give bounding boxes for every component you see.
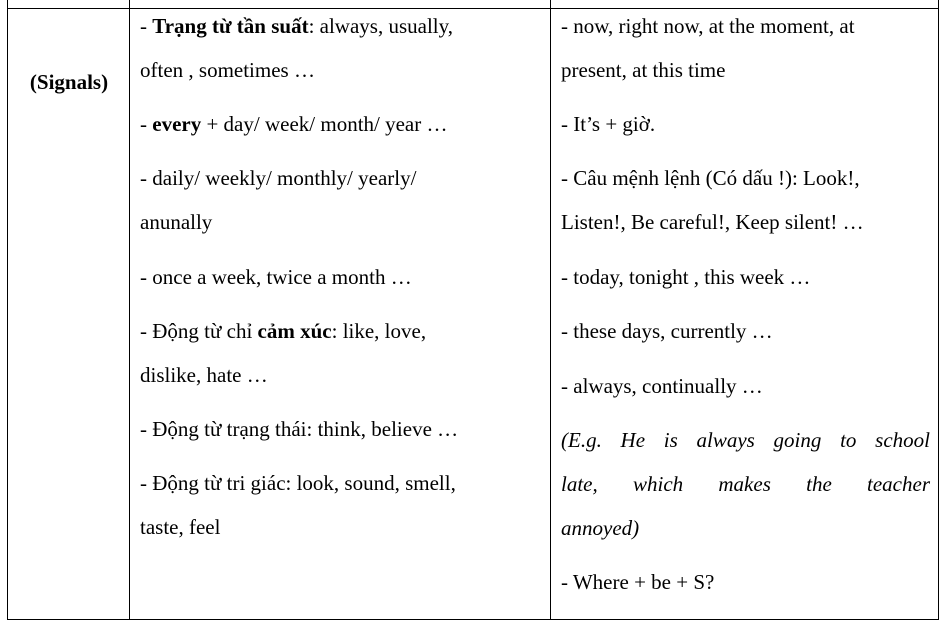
signal-line-emotion-verbs-cont: dislike, hate … (140, 363, 268, 387)
signal-line-sense-verbs: - Động từ tri giác: look, sound, smell, (140, 471, 456, 495)
previous-row-edge (8, 0, 938, 9)
signal-line-frequency-adverbs-cont: often , sometimes … (140, 58, 315, 82)
signal-line-imperative: - Câu mệnh lệnh (Có dấu !): Look!, (561, 166, 860, 190)
signal-line-its-time: - It’s + giờ. (561, 112, 656, 136)
signal-line-imperative-cont: Listen!, Be careful!, Keep silent! … (561, 210, 864, 234)
signal-line-now-cont: present, at this time (561, 58, 726, 82)
row-label-cell (8, 9, 130, 96)
signal-line-today: - today, tonight , this week … (561, 265, 811, 289)
signal-line-where: - Where + be + S? (561, 570, 715, 594)
column-divider-2 (550, 0, 551, 619)
signal-line-always: - always, continually … (561, 374, 763, 398)
signal-line-emotion-verbs: - Động từ chỉ cảm xúc: like, love, (140, 319, 427, 343)
signal-line-state-verbs: - Động từ trạng thái: think, believe … (140, 417, 459, 441)
signal-line-every: - every + day/ week/ month/ year … (140, 112, 448, 136)
row-label: (Signals) (29, 70, 109, 94)
signal-line-daily: - daily/ weekly/ monthly/ yearly/ (140, 166, 417, 190)
signal-line-these-days: - these days, currently … (561, 319, 773, 343)
signal-line-sense-verbs-cont: taste, feel (140, 515, 221, 539)
signal-line-daily-cont: anunally (140, 210, 213, 234)
signal-line-frequency-adverbs: - Trạng từ tần suất: always, usually, (140, 14, 454, 38)
signals-table (7, 0, 939, 620)
signal-line-once-a-week: - once a week, twice a month … (140, 265, 412, 289)
example-line-2: late, which makes the teacher (561, 472, 930, 496)
signal-line-now: - now, right now, at the moment, at (561, 14, 855, 38)
example-line-3: annoyed) (561, 516, 640, 540)
example-line-1: (E.g. He is always going to school (561, 428, 930, 452)
